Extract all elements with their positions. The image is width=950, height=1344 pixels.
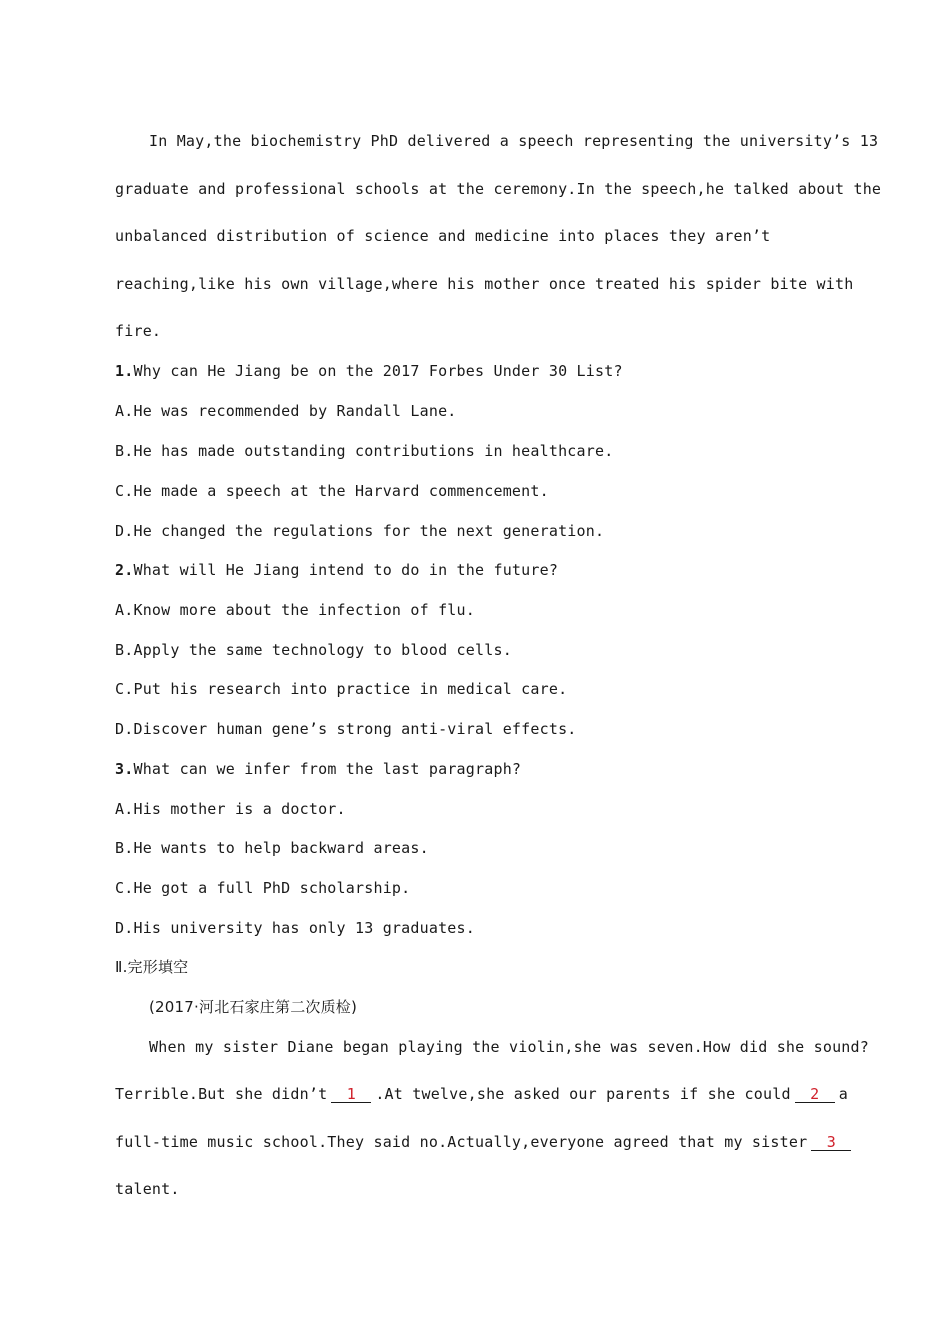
section-heading: Ⅱ.完形填空 (115, 958, 189, 976)
cloze-text: full-time music school.They said no.Actually,everyone agreed that my sister (115, 1133, 808, 1151)
question-3-option-c: C.He got a full PhD scholarship. (115, 879, 411, 897)
question-stem: What will He Jiang intend to do in the future? (133, 561, 559, 579)
question-number: 2. (115, 561, 134, 579)
section-source: (2017·河北石家庄第二次质检) (149, 998, 358, 1016)
question-stem: Why can He Jiang be on the 2017 Forbes Under 30 List? (133, 362, 623, 380)
question-1-option-a: A.He was recommended by Randall Lane. (115, 402, 457, 420)
cloze-blank-1[interactable]: 1 (331, 1086, 371, 1103)
question-2-option-a: A.Know more about the infection of flu. (115, 601, 475, 619)
cloze-line-2 (115, 1084, 848, 1104)
question-3-option-b: B.He wants to help backward areas. (115, 839, 429, 857)
passage-line-2: graduate and professional schools at the ceremony.In the speech,he talked about the (115, 180, 882, 198)
question-2 (115, 560, 558, 580)
question-stem: What can we infer from the last paragraph? (133, 760, 522, 778)
question-number: 3. (115, 760, 134, 778)
cloze-blank-2[interactable]: 2 (795, 1086, 835, 1103)
cloze-blank-3[interactable]: 3 (811, 1134, 851, 1151)
cloze-text: Terrible.But she didn’t (115, 1085, 328, 1103)
question-2-option-b: B.Apply the same technology to blood cells. (115, 641, 512, 659)
cloze-line-1: When my sister Diane began playing the violin,she was seven.How did she sound? (149, 1038, 869, 1056)
cloze-text: .At twelve,she asked our parents if she could (375, 1085, 791, 1103)
passage-line-5: fire. (115, 322, 162, 340)
passage-line-1: In May,the biochemistry PhD delivered a speech representing the university’s 13 (149, 132, 879, 150)
question-2-option-c: C.Put his research into practice in medical care. (115, 680, 568, 698)
question-1-option-b: B.He has made outstanding contributions in healthcare. (115, 442, 614, 460)
question-3-option-d: D.His university has only 13 graduates. (115, 919, 475, 937)
cloze-line-4: talent. (115, 1180, 180, 1198)
question-1 (115, 361, 623, 381)
question-2-option-d: D.Discover human gene’s strong anti-viral effects. (115, 720, 577, 738)
cloze-line-3 (115, 1132, 855, 1152)
cloze-text: a (838, 1085, 848, 1103)
question-3 (115, 759, 521, 779)
question-3-option-a: A.His mother is a doctor. (115, 800, 346, 818)
question-1-option-d: D.He changed the regulations for the next generation. (115, 522, 605, 540)
passage-line-4: reaching,like his own village,where his mother once treated his spider bite with (115, 275, 854, 293)
passage-line-3: unbalanced distribution of science and medicine into places they aren’t (115, 227, 771, 245)
question-1-option-c: C.He made a speech at the Harvard commencement. (115, 482, 549, 500)
question-number: 1. (115, 362, 134, 380)
